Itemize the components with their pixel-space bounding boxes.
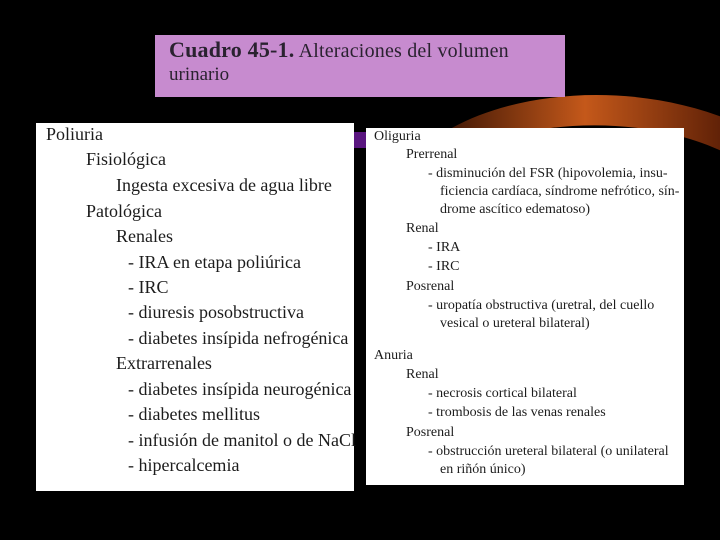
list-item: ficiencia cardíaca, síndrome nefrótico, sín- [440, 184, 680, 199]
list-item: - trombosis de las venas renales [428, 405, 606, 420]
list-item: Fisiológica [86, 149, 166, 169]
list-item: Renales [116, 226, 173, 246]
list-item: - hipercalcemia [128, 455, 240, 475]
list-item: - IRA en etapa poliúrica [128, 252, 301, 272]
table-title-line2: urinario [169, 64, 230, 85]
table-title-text: Alteraciones del volumen [298, 40, 509, 62]
list-item: vesical o ureteral bilateral) [440, 316, 590, 331]
list-item: Posrenal [406, 425, 455, 440]
list-item: - disminución del FSR (hipovolemia, insu- [428, 166, 668, 181]
list-item: - diuresis posobstructiva [128, 302, 304, 322]
list-item: Anuria [374, 348, 413, 363]
list-item: - necrosis cortical bilateral [428, 386, 577, 401]
list-item: - IRA [428, 240, 461, 255]
list-item: Posrenal [406, 279, 455, 294]
list-item: Extrarrenales [116, 353, 212, 373]
list-item: - IRC [428, 259, 460, 274]
list-item: Prerrenal [406, 147, 458, 162]
list-item: Renal [406, 221, 439, 236]
list-item: drome ascítico edematoso) [440, 202, 591, 217]
list-item: - obstrucción ureteral bilateral (o unilateral [428, 444, 669, 459]
table-title [155, 35, 565, 97]
list-item: Patológica [86, 201, 162, 221]
list-item: en riñón único) [440, 462, 526, 477]
list-item: - uropatía obstructiva (uretral, del cuello [428, 298, 655, 313]
list-item: Ingesta excesiva de agua libre [116, 175, 332, 195]
list-item: - infusión de manitol o de NaCl [128, 430, 356, 450]
list-item: - diabetes mellitus [128, 404, 260, 424]
poliuria-panel [36, 123, 354, 491]
list-item: Oliguria [374, 129, 421, 144]
list-item: Poliuria [46, 124, 103, 144]
oliguria-anuria-panel [366, 128, 684, 485]
table-number: Cuadro 45-1. [169, 37, 295, 62]
list-item: - diabetes insípida nefrogénica [128, 328, 349, 348]
list-item: - IRC [128, 277, 169, 297]
list-item: - diabetes insípida neurogénica [128, 379, 352, 399]
list-item: Renal [406, 367, 439, 382]
